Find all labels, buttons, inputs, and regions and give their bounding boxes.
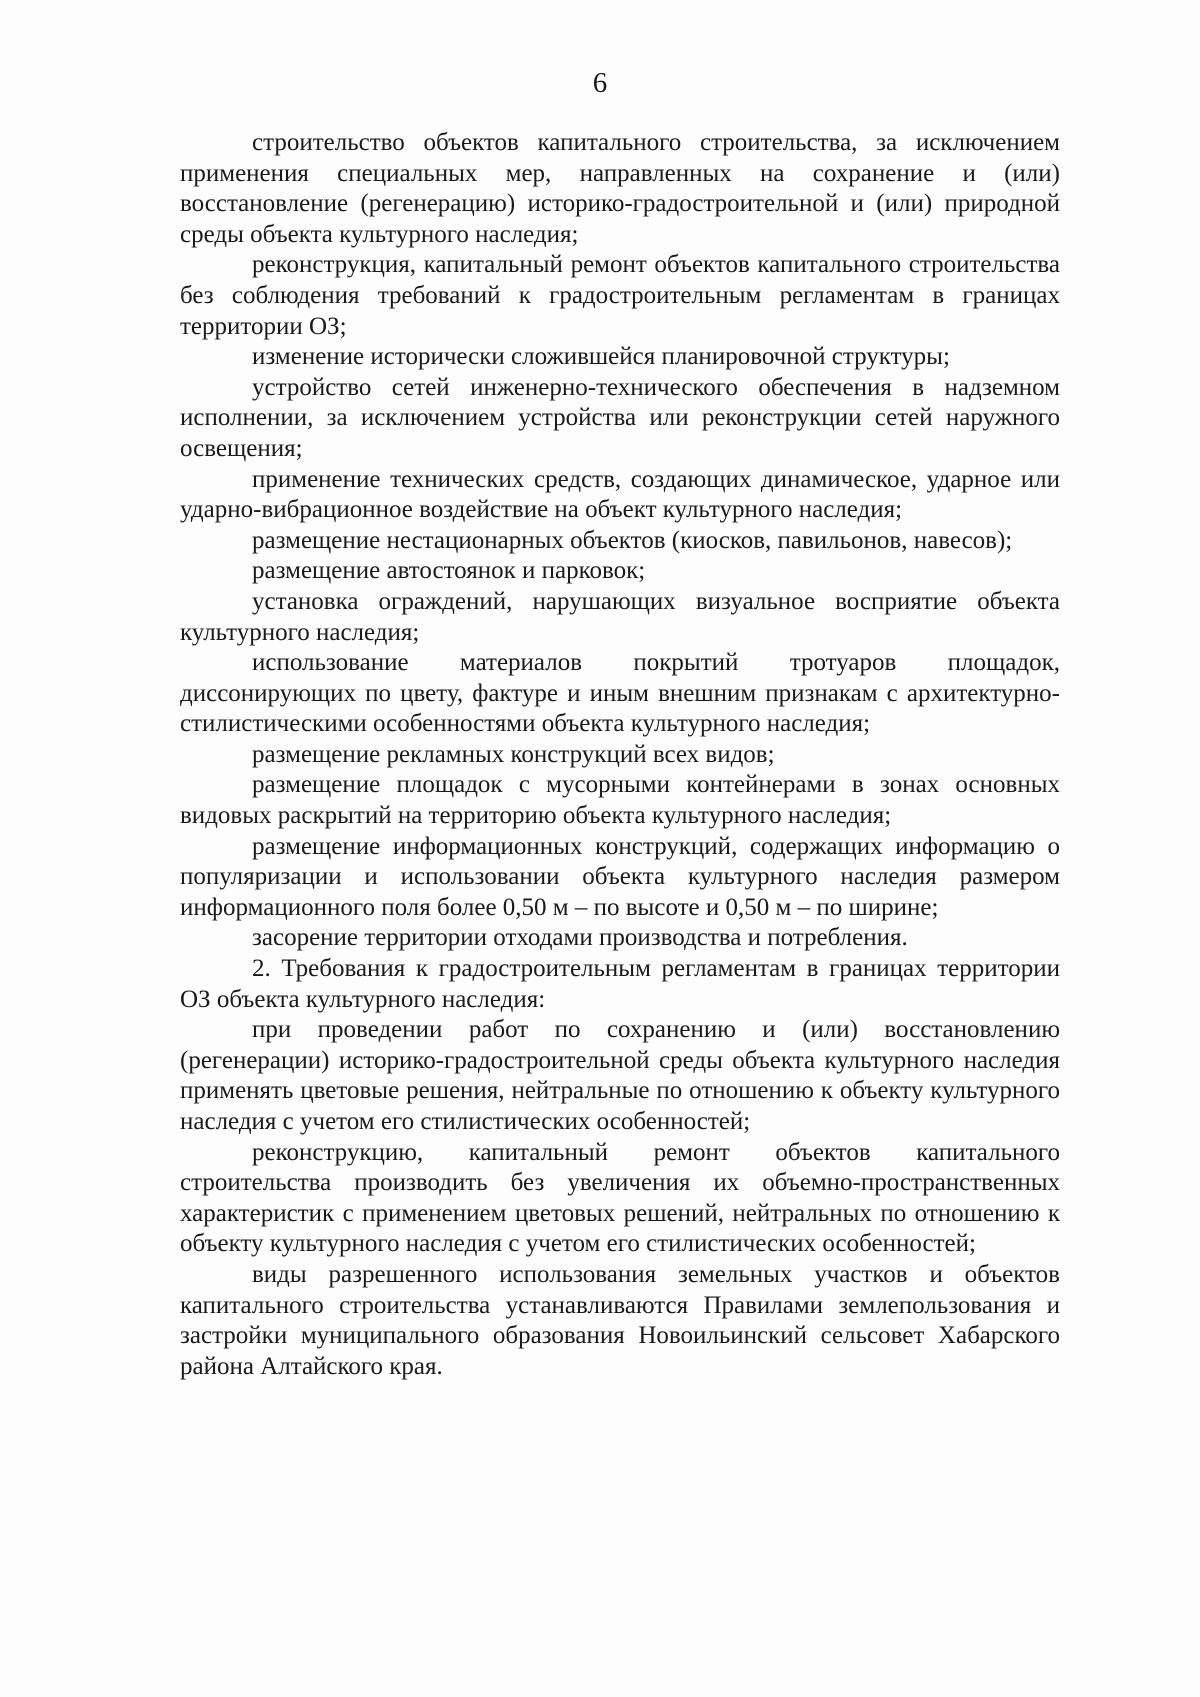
paragraph: размещение нестационарных объектов (киосков, павильонов, навесов); [252, 526, 1013, 554]
paragraph: засорение территории отходами производства и потребления. [252, 924, 908, 952]
paragraph: размещение площадок с мусорными контейнерами в зонах основных видовых раскрытий на территорию объекта культурного наследия; [180, 771, 1060, 830]
paragraph: виды разрешенного использования земельных участков и объектов капитального строительства устанавливаются Правилами землепользования и застройки муниципального образования Новоильинский сельсовет Хабарского района Алтайского края. [180, 1260, 1060, 1380]
paragraph: строительство объектов капитального строительства, за исключением применения специальных мер, направленных на сохранение и (или) восстановление (регенерацию) историко-градостроительной и (или) природной среды объекта культурного наследия; [180, 129, 1060, 248]
paragraph: реконструкция, капитальный ремонт объектов капитального строительства без соблюдения требований к градостроительным регламентам в границах территории ОЗ; [180, 251, 1060, 340]
paragraph: размещение рекламных конструкций всех видов; [252, 740, 775, 768]
paragraph: устройство сетей инженерно-технического обеспечения в надземном исполнении, за исключением устройства или реконструкции сетей наружного освещения; [180, 373, 1060, 462]
paragraph: размещение автостоянок и парковок; [252, 557, 646, 585]
paragraph: реконструкцию, капитальный ремонт объектов капитального строительства производить без увеличения их объемно-пространственных характеристик с применением цветовых решений, нейтральных по отношению к объекту культурного наследия с учетом его стилистических особенностей; [180, 1138, 1060, 1258]
page-number: 6 [592, 67, 608, 99]
paragraph: установка ограждений, нарушающих визуальное восприятие объекта культурного наследия; [180, 587, 1060, 646]
paragraph: использование материалов покрытий тротуаров площадок, диссонирующих по цвету, фактуре и иным внешним признакам с архитектурно-стилистическими особенностями объекта культурного наследия; [180, 649, 1060, 738]
paragraph: при проведении работ по сохранению и (или) восстановлению (регенерации) историко-градостроительной среды объекта культурного наследия применять цветовые решения, нейтральные по отношению к объекту культурного наследия с учетом его стилистических особенностей; [180, 1016, 1060, 1135]
paragraph: изменение исторически сложившейся планировочной структуры; [252, 343, 950, 371]
paragraph: размещение информационных конструкций, содержащих информацию о популяризации и использовании объекта культурного наследия размером информационного поля более 0,50 м – по высоте и 0,50 м – по ширине; [180, 832, 1060, 921]
section-heading-paragraph: 2. Требования к градостроительным регламентам в границах территории ОЗ объекта культурного наследия: [180, 955, 1060, 1013]
document-body [180, 128, 1060, 1382]
paragraph: применение технических средств, создающих динамическое, ударное или ударно-вибрационное воздействие на объект культурного наследия; [180, 465, 1060, 524]
